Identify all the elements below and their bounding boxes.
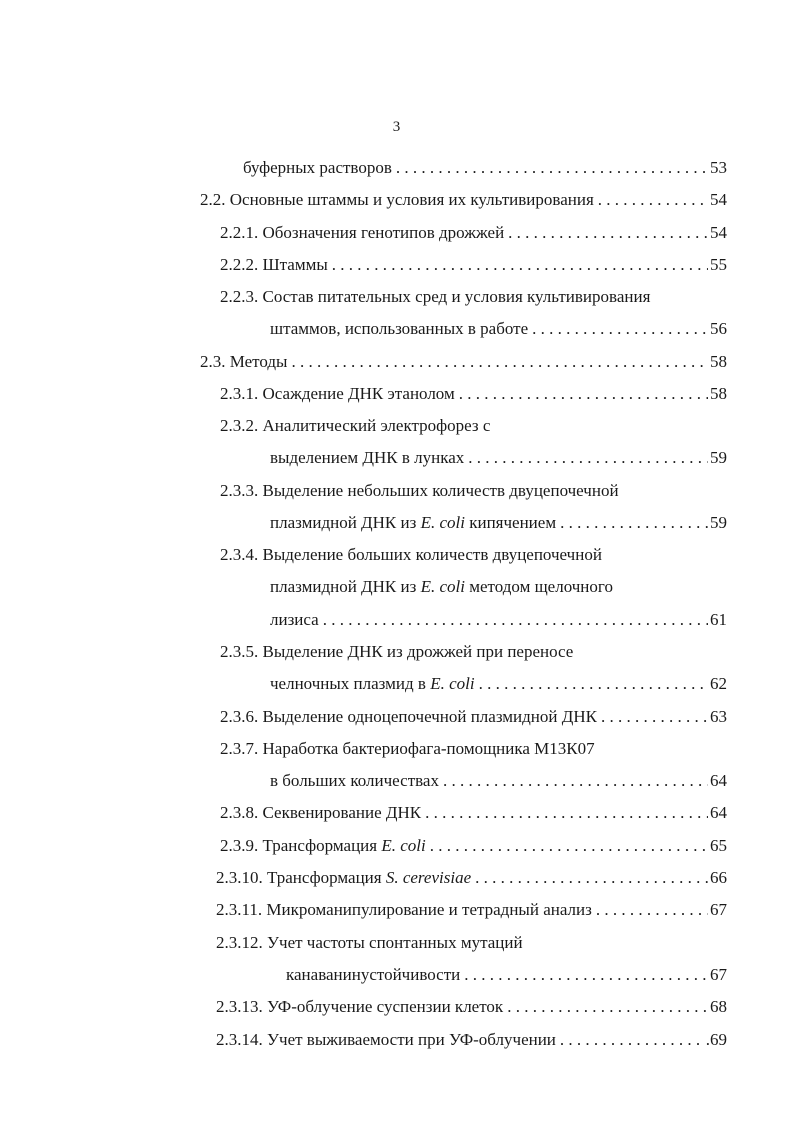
toc-entry-text: 2.3.8. Секвенирование ДНК bbox=[220, 803, 422, 822]
toc-entry-page: 59 bbox=[710, 513, 727, 532]
toc-entry-text: штаммов, использованных в работе bbox=[270, 319, 529, 338]
toc-entry-2-2-3-line2 bbox=[270, 317, 727, 341]
toc-entry-page: 61 bbox=[710, 610, 727, 629]
toc-entry-text: буферных растворов bbox=[243, 158, 392, 177]
toc-entry-text: 2.2. Основные штаммы и условия их культивирования bbox=[200, 190, 594, 209]
dot-leader bbox=[598, 188, 708, 212]
toc-entry-2-2 bbox=[200, 188, 727, 212]
toc-entry-text: 2.2.2. Штаммы bbox=[220, 255, 328, 274]
species-name: E. coli bbox=[420, 577, 465, 596]
toc-entry-text: выделением ДНК в лунках bbox=[270, 448, 465, 467]
page-number: 3 bbox=[392, 119, 401, 135]
dot-leader bbox=[396, 156, 708, 180]
dot-leader bbox=[323, 608, 708, 632]
species-name: E. coli bbox=[430, 674, 475, 693]
toc-entry-2-3-8 bbox=[220, 801, 727, 825]
toc-entry-2-3-14 bbox=[216, 1028, 727, 1052]
toc-entry-page: 65 bbox=[710, 836, 727, 855]
toc-entry-text: 2.3.1. Осаждение ДНК этанолом bbox=[220, 384, 455, 403]
toc-entry-2-3-2-line1: 2.3.2. Аналитический электрофорез с bbox=[220, 416, 491, 435]
dot-leader bbox=[430, 834, 708, 858]
toc-entry-page: 64 bbox=[710, 803, 727, 822]
dot-leader bbox=[532, 317, 708, 341]
dot-leader bbox=[443, 769, 708, 793]
dot-leader bbox=[425, 801, 708, 825]
dot-leader bbox=[464, 963, 708, 987]
toc-entry-text: канаванинустойчивости bbox=[286, 965, 461, 984]
toc-entry-2-3-10 bbox=[216, 866, 727, 890]
toc-entry-2-2-2 bbox=[220, 253, 727, 277]
toc-entry-page: 53 bbox=[710, 158, 727, 177]
toc-entry-text: в больших количествах bbox=[270, 771, 439, 790]
toc-entry-text bbox=[216, 866, 471, 890]
toc-entry-2-2-1 bbox=[220, 221, 727, 245]
toc-entry-page: 55 bbox=[710, 255, 727, 274]
toc-entry-text: 2.3.6. Выделение одноцепочечной плазмидной ДНК bbox=[220, 707, 597, 726]
toc-text-part: кипячением bbox=[464, 513, 557, 532]
dot-leader bbox=[468, 446, 708, 470]
toc-entry-2-3-9 bbox=[220, 834, 727, 858]
toc-entry-page: 64 bbox=[710, 771, 727, 790]
toc-entry-buffer-solutions bbox=[243, 156, 727, 180]
toc-entry-text bbox=[270, 672, 475, 696]
dot-leader bbox=[601, 705, 708, 729]
toc-text-part: 2.3.9. Трансформация bbox=[220, 836, 382, 855]
toc-entry-text: 2.3. Методы bbox=[200, 352, 288, 371]
dot-leader bbox=[507, 995, 708, 1019]
toc-entry-2-3-3-line1: 2.3.3. Выделение небольших количеств двуцепочечной bbox=[220, 481, 619, 500]
toc-entry-page: 66 bbox=[710, 868, 727, 887]
toc-entry-2-3-2-line2 bbox=[270, 446, 727, 470]
toc-entry-page: 54 bbox=[710, 223, 727, 242]
dot-leader bbox=[508, 221, 708, 245]
species-name: E. coli bbox=[420, 513, 465, 532]
toc-entry-2-3-12-line2 bbox=[286, 963, 727, 987]
toc-entry-2-3-6 bbox=[220, 705, 727, 729]
toc-entry-2-3-12-line1: 2.3.12. Учет частоты спонтанных мутаций bbox=[216, 933, 523, 952]
toc-entry-text: 2.3.13. УФ-облучение суспензии клеток bbox=[216, 997, 504, 1016]
toc-entry-page: .69 bbox=[705, 1030, 727, 1049]
dot-leader bbox=[459, 382, 708, 406]
toc-entry-2-3-4-line3 bbox=[270, 608, 727, 632]
toc-entry-page: 56 bbox=[710, 319, 727, 338]
toc-entry-text: лизиса bbox=[270, 610, 319, 629]
toc-entry-page: 62 bbox=[710, 674, 727, 693]
toc-entry-2-3-1 bbox=[220, 382, 727, 406]
toc-entry-text: 2.3.11. Микроманипулирование и тетрадный анализ bbox=[216, 900, 592, 919]
dot-leader bbox=[332, 253, 708, 277]
toc-entry-page: 58 bbox=[710, 352, 727, 371]
toc-text-part: челночных плазмид в bbox=[270, 674, 431, 693]
toc-entry-page: 67 bbox=[710, 965, 727, 984]
toc-text-part: 2.3.10. Трансформация bbox=[216, 868, 386, 887]
toc-text-part: плазмидной ДНК из bbox=[270, 513, 421, 532]
toc-entry-2-2-3-line1: 2.2.3. Состав питательных сред и условия культивирования bbox=[220, 287, 651, 306]
toc-entry-2-3-11 bbox=[216, 898, 727, 922]
toc-entry-2-3-3-line2 bbox=[270, 511, 727, 535]
toc-entry-2-3-5-line2 bbox=[270, 672, 727, 696]
toc-entry-text bbox=[220, 834, 426, 858]
toc-entry-page: 67 bbox=[710, 900, 727, 919]
toc-entry-2-3-7-line1: 2.3.7. Наработка бактериофага-помощника М13К07 bbox=[220, 739, 595, 758]
species-name: E. coli bbox=[381, 836, 426, 855]
toc-entry-page: 54 bbox=[710, 190, 727, 209]
toc-entry-2-3-7-line2 bbox=[270, 769, 727, 793]
toc-entry-page: 58 bbox=[710, 384, 727, 403]
toc-entry-2-3-13 bbox=[216, 995, 727, 1019]
dot-leader bbox=[291, 350, 708, 374]
toc-entry-2-3-4-line1: 2.3.4. Выделение больших количеств двуцепочечной bbox=[220, 545, 602, 564]
dot-leader bbox=[596, 898, 708, 922]
species-name: S. cerevisiae bbox=[385, 868, 472, 887]
toc-entry-text bbox=[270, 511, 556, 535]
dot-leader bbox=[475, 866, 708, 890]
dot-leader bbox=[479, 672, 708, 696]
dot-leader bbox=[560, 511, 708, 535]
toc-entry-text: 2.2.1. Обозначения генотипов дрожжей bbox=[220, 223, 505, 242]
toc-entry-page: 59 bbox=[710, 448, 727, 467]
toc-entry-page: 63 bbox=[710, 707, 727, 726]
toc-text-part: методом щелочного bbox=[464, 577, 613, 596]
toc-entry-2-3-5-line1: 2.3.5. Выделение ДНК из дрожжей при переносе bbox=[220, 642, 574, 661]
toc-entry-text: 2.3.14. Учет выживаемости при УФ-облучении bbox=[216, 1030, 556, 1049]
toc-entry-2-3-4-line2 bbox=[270, 575, 613, 599]
toc-text-part: плазмидной ДНК из bbox=[270, 577, 421, 596]
toc-entry-2-3 bbox=[200, 350, 727, 374]
toc-entry-page: 68 bbox=[710, 997, 727, 1016]
dot-leader bbox=[560, 1028, 704, 1052]
